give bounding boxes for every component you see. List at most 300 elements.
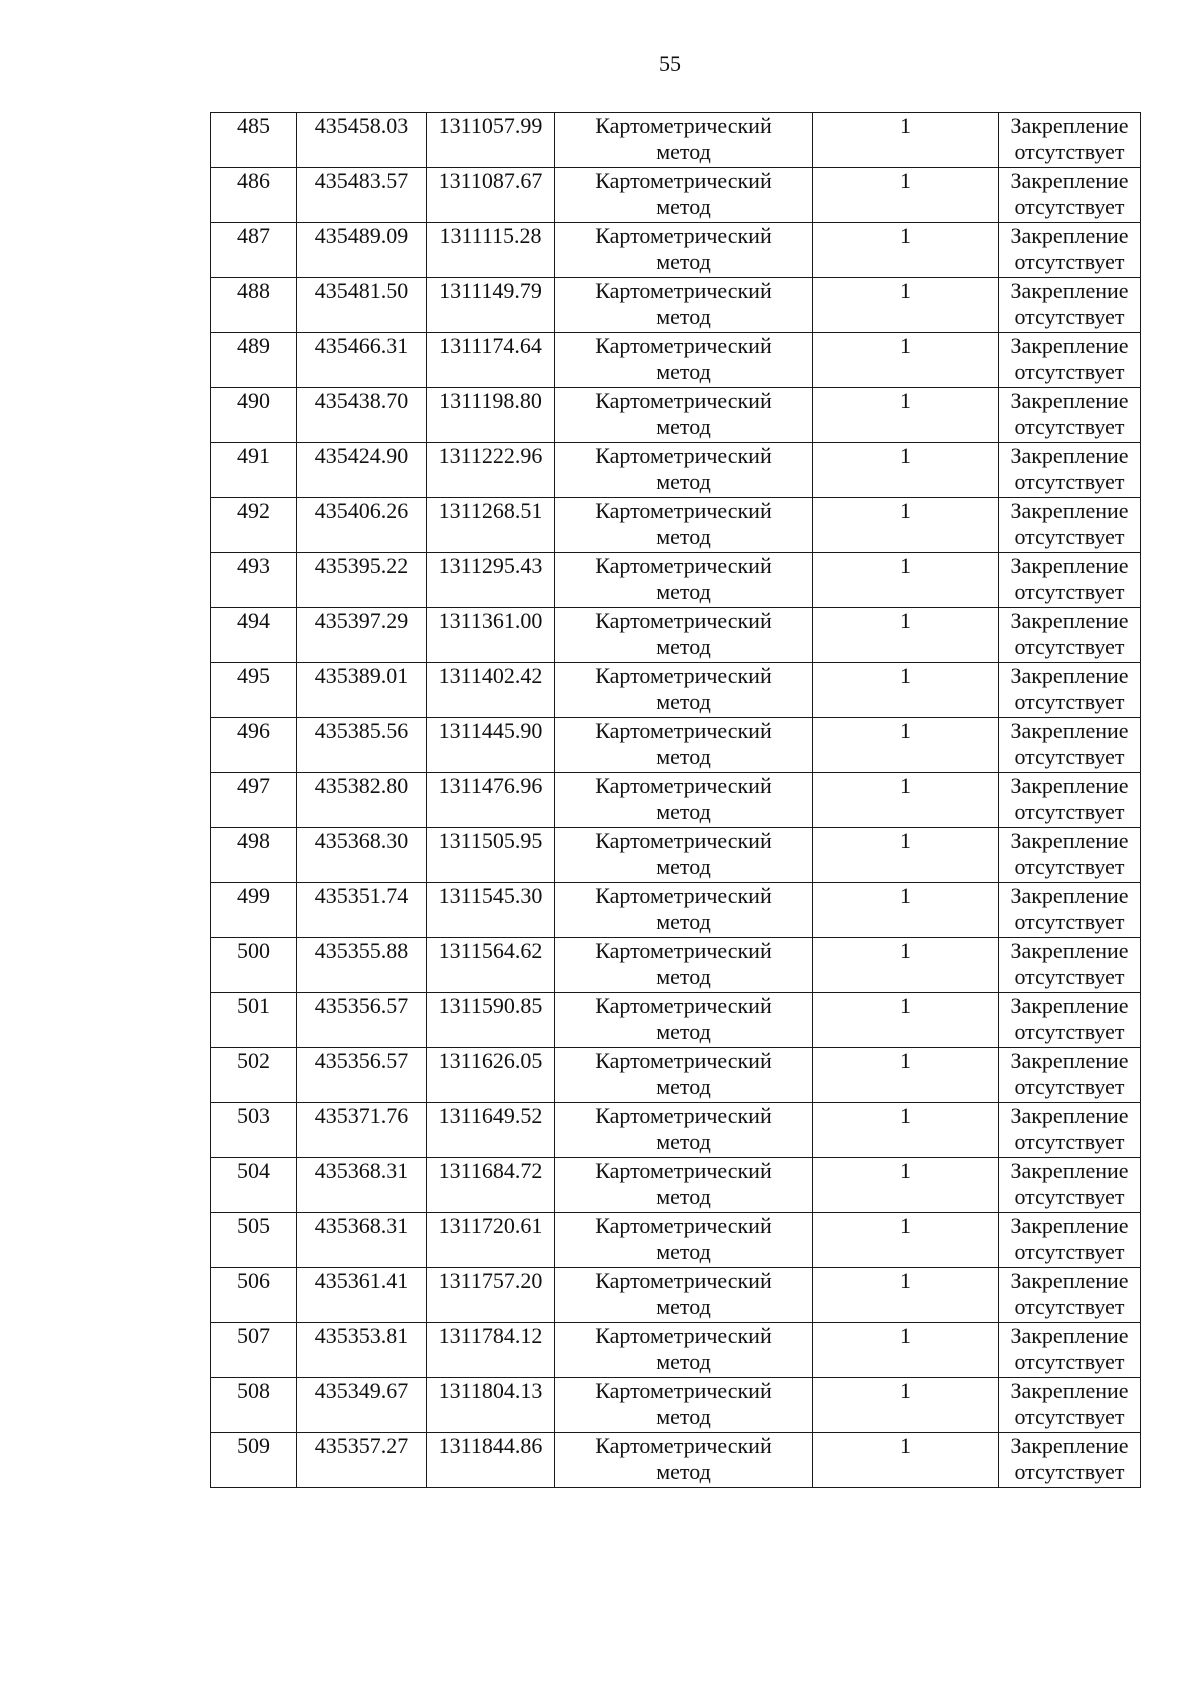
method-line-1: Картометрический <box>595 1323 772 1348</box>
method-line-2: метод <box>656 1294 711 1319</box>
y-coordinate-cell <box>427 223 555 278</box>
x-coordinate-cell <box>297 718 427 773</box>
fixing-line-2: отсутствует <box>1014 1349 1125 1374</box>
accuracy-cell <box>813 1213 999 1268</box>
method-line-1: Картометрический <box>595 223 772 248</box>
point-number: 506 <box>237 1268 270 1293</box>
point-number-cell <box>211 1158 297 1213</box>
y-coordinate: 1311804.13 <box>438 1378 543 1403</box>
fixing-line-1: Закрепление <box>1010 773 1129 798</box>
accuracy-value: 1 <box>900 1268 911 1293</box>
x-coordinate-cell <box>297 608 427 663</box>
point-number-cell <box>211 993 297 1048</box>
table-row <box>211 828 1141 883</box>
coordinates-table <box>210 112 1141 1488</box>
table-row <box>211 1048 1141 1103</box>
method-cell <box>555 1323 813 1378</box>
point-number-cell <box>211 498 297 553</box>
page-number: 55 <box>659 51 681 76</box>
fixing-line-1: Закрепление <box>1010 608 1129 633</box>
point-number-cell <box>211 223 297 278</box>
method-line-1: Картометрический <box>595 333 772 358</box>
accuracy-value: 1 <box>900 113 911 138</box>
method-line-1: Картометрический <box>595 113 772 138</box>
y-coordinate: 1311626.05 <box>438 1048 543 1073</box>
fixing-line-2: отсутствует <box>1014 1459 1125 1484</box>
point-number-cell <box>211 1378 297 1433</box>
y-coordinate: 1311784.12 <box>438 1323 543 1348</box>
method-cell <box>555 278 813 333</box>
method-line-2: метод <box>656 854 711 879</box>
point-number-cell <box>211 828 297 883</box>
point-number: 498 <box>237 828 270 853</box>
x-coordinate: 435406.26 <box>314 498 409 523</box>
method-cell <box>555 113 813 168</box>
y-coordinate: 1311268.51 <box>438 498 543 523</box>
accuracy-value: 1 <box>900 1378 911 1403</box>
y-coordinate-cell <box>427 168 555 223</box>
method-line-1: Картометрический <box>595 278 772 303</box>
table-row <box>211 883 1141 938</box>
point-number-cell <box>211 883 297 938</box>
fixing-cell <box>999 553 1141 608</box>
x-coordinate-cell <box>297 773 427 828</box>
x-coordinate: 435357.27 <box>314 1433 409 1458</box>
fixing-cell <box>999 443 1141 498</box>
accuracy-cell <box>813 168 999 223</box>
x-coordinate: 435385.56 <box>314 718 409 743</box>
method-line-1: Картометрический <box>595 1158 772 1183</box>
accuracy-cell <box>813 1048 999 1103</box>
x-coordinate: 435349.67 <box>314 1378 409 1403</box>
method-line-1: Картометрический <box>595 883 772 908</box>
point-number: 495 <box>237 663 270 688</box>
accuracy-value: 1 <box>900 333 911 358</box>
x-coordinate-cell <box>297 168 427 223</box>
method-line-1: Картометрический <box>595 938 772 963</box>
method-line-2: метод <box>656 359 711 384</box>
y-coordinate-cell <box>427 113 555 168</box>
method-line-1: Картометрический <box>595 1378 772 1403</box>
method-line-1: Картометрический <box>595 388 772 413</box>
y-coordinate: 1311295.43 <box>438 553 543 578</box>
point-number-cell <box>211 333 297 388</box>
fixing-line-2: отсутствует <box>1014 744 1125 769</box>
point-number: 496 <box>237 718 270 743</box>
fixing-line-2: отсутствует <box>1014 909 1125 934</box>
accuracy-cell <box>813 663 999 718</box>
accuracy-value: 1 <box>900 718 911 743</box>
method-line-1: Картометрический <box>595 1103 772 1128</box>
point-number-cell <box>211 278 297 333</box>
point-number-cell <box>211 113 297 168</box>
point-number: 489 <box>237 333 270 358</box>
y-coordinate-cell <box>427 1433 555 1488</box>
table-row <box>211 278 1141 333</box>
method-cell <box>555 1103 813 1158</box>
method-cell <box>555 938 813 993</box>
x-coordinate: 435397.29 <box>314 608 409 633</box>
accuracy-cell <box>813 773 999 828</box>
accuracy-value: 1 <box>900 498 911 523</box>
accuracy-cell <box>813 718 999 773</box>
y-coordinate-cell <box>427 1213 555 1268</box>
accuracy-value: 1 <box>900 278 911 303</box>
fixing-line-1: Закрепление <box>1010 828 1129 853</box>
x-coordinate-cell <box>297 1378 427 1433</box>
y-coordinate-cell <box>427 333 555 388</box>
y-coordinate: 1311402.42 <box>438 663 543 688</box>
fixing-line-1: Закрепление <box>1010 718 1129 743</box>
method-cell <box>555 883 813 938</box>
method-line-2: метод <box>656 1459 711 1484</box>
fixing-line-2: отсутствует <box>1014 799 1125 824</box>
fixing-line-2: отсутствует <box>1014 304 1125 329</box>
point-number-cell <box>211 663 297 718</box>
accuracy-value: 1 <box>900 773 911 798</box>
accuracy-cell <box>813 278 999 333</box>
method-line-1: Картометрический <box>595 663 772 688</box>
y-coordinate-cell <box>427 278 555 333</box>
method-line-1: Картометрический <box>595 718 772 743</box>
y-coordinate: 1311649.52 <box>438 1103 543 1128</box>
method-cell <box>555 663 813 718</box>
accuracy-value: 1 <box>900 1433 911 1458</box>
method-line-2: метод <box>656 744 711 769</box>
fixing-line-1: Закрепление <box>1010 883 1129 908</box>
method-cell <box>555 1158 813 1213</box>
point-number-cell <box>211 553 297 608</box>
accuracy-cell <box>813 223 999 278</box>
method-cell <box>555 1433 813 1488</box>
table-row <box>211 663 1141 718</box>
accuracy-cell <box>813 608 999 663</box>
accuracy-value: 1 <box>900 223 911 248</box>
fixing-line-2: отсутствует <box>1014 194 1125 219</box>
x-coordinate-cell <box>297 443 427 498</box>
y-coordinate: 1311476.96 <box>438 773 543 798</box>
y-coordinate: 1311115.28 <box>439 223 542 248</box>
fixing-line-1: Закрепление <box>1010 388 1129 413</box>
fixing-line-1: Закрепление <box>1010 443 1129 468</box>
y-coordinate: 1311545.30 <box>438 883 543 908</box>
x-coordinate: 435389.01 <box>314 663 409 688</box>
y-coordinate-cell <box>427 1323 555 1378</box>
fixing-cell <box>999 1213 1141 1268</box>
point-number: 488 <box>237 278 270 303</box>
method-line-1: Картометрический <box>595 608 772 633</box>
x-coordinate-cell <box>297 1158 427 1213</box>
method-line-2: метод <box>656 1184 711 1209</box>
accuracy-cell <box>813 498 999 553</box>
fixing-line-2: отсутствует <box>1014 579 1125 604</box>
point-number-cell <box>211 938 297 993</box>
x-coordinate: 435368.30 <box>314 828 409 853</box>
x-coordinate-cell <box>297 1103 427 1158</box>
fixing-cell <box>999 333 1141 388</box>
fixing-line-1: Закрепление <box>1010 1268 1129 1293</box>
x-coordinate: 435356.57 <box>314 1048 409 1073</box>
point-number: 503 <box>237 1103 270 1128</box>
x-coordinate-cell <box>297 663 427 718</box>
y-coordinate-cell <box>427 828 555 883</box>
point-number: 494 <box>237 608 270 633</box>
fixing-line-2: отсутствует <box>1014 1129 1125 1154</box>
fixing-cell <box>999 1158 1141 1213</box>
method-line-1: Картометрический <box>595 498 772 523</box>
x-coordinate: 435489.09 <box>314 223 409 248</box>
fixing-line-2: отсутствует <box>1014 139 1125 164</box>
method-line-2: метод <box>656 1129 711 1154</box>
x-coordinate-cell <box>297 278 427 333</box>
table-row <box>211 223 1141 278</box>
fixing-cell <box>999 278 1141 333</box>
fixing-line-1: Закрепление <box>1010 1213 1129 1238</box>
method-line-2: метод <box>656 799 711 824</box>
accuracy-cell <box>813 1158 999 1213</box>
method-cell <box>555 168 813 223</box>
fixing-cell <box>999 223 1141 278</box>
x-coordinate-cell <box>297 1048 427 1103</box>
point-number: 491 <box>237 443 270 468</box>
accuracy-value: 1 <box>900 993 911 1018</box>
method-line-1: Картометрический <box>595 1213 772 1238</box>
fixing-line-1: Закрепление <box>1010 1158 1129 1183</box>
accuracy-cell <box>813 1323 999 1378</box>
fixing-line-1: Закрепление <box>1010 553 1129 578</box>
method-cell <box>555 1268 813 1323</box>
accuracy-value: 1 <box>900 168 911 193</box>
table-row <box>211 608 1141 663</box>
accuracy-value: 1 <box>900 608 911 633</box>
point-number: 507 <box>237 1323 270 1348</box>
table-row <box>211 1103 1141 1158</box>
fixing-cell <box>999 498 1141 553</box>
table-row <box>211 938 1141 993</box>
y-coordinate-cell <box>427 993 555 1048</box>
y-coordinate-cell <box>427 938 555 993</box>
x-coordinate-cell <box>297 1323 427 1378</box>
fixing-cell <box>999 828 1141 883</box>
accuracy-value: 1 <box>900 883 911 908</box>
method-line-2: метод <box>656 249 711 274</box>
table-row <box>211 498 1141 553</box>
point-number: 490 <box>237 388 270 413</box>
fixing-cell <box>999 1433 1141 1488</box>
fixing-line-2: отсутствует <box>1014 469 1125 494</box>
accuracy-value: 1 <box>900 1158 911 1183</box>
method-cell <box>555 553 813 608</box>
fixing-line-1: Закрепление <box>1010 333 1129 358</box>
y-coordinate-cell <box>427 1103 555 1158</box>
fixing-line-2: отсутствует <box>1014 524 1125 549</box>
point-number: 497 <box>237 773 270 798</box>
x-coordinate-cell <box>297 938 427 993</box>
method-line-2: метод <box>656 304 711 329</box>
accuracy-cell <box>813 1433 999 1488</box>
accuracy-cell <box>813 553 999 608</box>
x-coordinate: 435368.31 <box>314 1213 409 1238</box>
table-row <box>211 113 1141 168</box>
point-number-cell <box>211 1048 297 1103</box>
y-coordinate-cell <box>427 553 555 608</box>
x-coordinate-cell <box>297 828 427 883</box>
y-coordinate-cell <box>427 773 555 828</box>
fixing-line-2: отсутствует <box>1014 1239 1125 1264</box>
y-coordinate: 1311684.72 <box>438 1158 543 1183</box>
accuracy-cell <box>813 388 999 443</box>
x-coordinate-cell <box>297 883 427 938</box>
table-row <box>211 1158 1141 1213</box>
y-coordinate: 1311149.79 <box>439 278 542 303</box>
fixing-line-1: Закрепление <box>1010 223 1129 248</box>
accuracy-value: 1 <box>900 1323 911 1348</box>
method-line-2: метод <box>656 1074 711 1099</box>
table-row <box>211 773 1141 828</box>
accuracy-value: 1 <box>900 828 911 853</box>
accuracy-cell <box>813 828 999 883</box>
point-number-cell <box>211 1103 297 1158</box>
fixing-line-2: отсутствует <box>1014 1294 1125 1319</box>
method-line-2: метод <box>656 689 711 714</box>
y-coordinate-cell <box>427 608 555 663</box>
point-number-cell <box>211 388 297 443</box>
method-cell <box>555 1378 813 1433</box>
table-row <box>211 1268 1141 1323</box>
method-line-2: метод <box>656 1239 711 1264</box>
fixing-line-1: Закрепление <box>1010 1048 1129 1073</box>
fixing-cell <box>999 993 1141 1048</box>
accuracy-value: 1 <box>900 1213 911 1238</box>
method-cell <box>555 1048 813 1103</box>
method-line-1: Картометрический <box>595 993 772 1018</box>
point-number: 509 <box>237 1433 270 1458</box>
method-line-2: метод <box>656 524 711 549</box>
table-row <box>211 1323 1141 1378</box>
point-number-cell <box>211 1213 297 1268</box>
y-coordinate: 1311222.96 <box>438 443 543 468</box>
table-row <box>211 1433 1141 1488</box>
point-number: 502 <box>237 1048 270 1073</box>
y-coordinate-cell <box>427 718 555 773</box>
x-coordinate-cell <box>297 1213 427 1268</box>
table-row <box>211 993 1141 1048</box>
fixing-line-1: Закрепление <box>1010 1433 1129 1458</box>
fixing-line-1: Закрепление <box>1010 168 1129 193</box>
fixing-line-2: отсутствует <box>1014 1404 1125 1429</box>
fixing-line-1: Закрепление <box>1010 1323 1129 1348</box>
fixing-cell <box>999 938 1141 993</box>
accuracy-value: 1 <box>900 1103 911 1128</box>
accuracy-cell <box>813 883 999 938</box>
fixing-line-1: Закрепление <box>1010 498 1129 523</box>
point-number: 508 <box>237 1378 270 1403</box>
accuracy-value: 1 <box>900 443 911 468</box>
fixing-line-2: отсутствует <box>1014 1074 1125 1099</box>
x-coordinate: 435438.70 <box>314 388 409 413</box>
x-coordinate: 435371.76 <box>314 1103 409 1128</box>
fixing-line-1: Закрепление <box>1010 1103 1129 1128</box>
method-line-1: Картометрический <box>595 1048 772 1073</box>
fixing-cell <box>999 1268 1141 1323</box>
point-number: 499 <box>237 883 270 908</box>
method-line-1: Картометрический <box>595 828 772 853</box>
y-coordinate-cell <box>427 883 555 938</box>
accuracy-cell <box>813 1268 999 1323</box>
fixing-line-1: Закрепление <box>1010 993 1129 1018</box>
table-body <box>211 113 1141 1488</box>
method-cell <box>555 1213 813 1268</box>
y-coordinate-cell <box>427 1158 555 1213</box>
fixing-cell <box>999 1378 1141 1433</box>
y-coordinate: 1311720.61 <box>438 1213 543 1238</box>
accuracy-value: 1 <box>900 553 911 578</box>
fixing-line-2: отсутствует <box>1014 964 1125 989</box>
method-line-1: Картометрический <box>595 1433 772 1458</box>
x-coordinate: 435382.80 <box>314 773 409 798</box>
point-number: 504 <box>237 1158 270 1183</box>
y-coordinate: 1311844.86 <box>438 1433 543 1458</box>
method-cell <box>555 608 813 663</box>
x-coordinate-cell <box>297 993 427 1048</box>
fixing-line-2: отсутствует <box>1014 1019 1125 1044</box>
fixing-cell <box>999 663 1141 718</box>
x-coordinate-cell <box>297 1268 427 1323</box>
y-coordinate: 1311590.85 <box>438 993 543 1018</box>
point-number: 493 <box>237 553 270 578</box>
method-cell <box>555 718 813 773</box>
fixing-line-2: отсутствует <box>1014 249 1125 274</box>
x-coordinate: 435368.31 <box>314 1158 409 1183</box>
accuracy-cell <box>813 993 999 1048</box>
x-coordinate-cell <box>297 333 427 388</box>
accuracy-value: 1 <box>900 938 911 963</box>
method-line-2: метод <box>656 634 711 659</box>
fixing-line-1: Закрепление <box>1010 938 1129 963</box>
method-line-1: Картометрический <box>595 443 772 468</box>
point-number: 505 <box>237 1213 270 1238</box>
fixing-cell <box>999 1048 1141 1103</box>
point-number: 500 <box>237 938 270 963</box>
method-line-2: метод <box>656 909 711 934</box>
accuracy-value: 1 <box>900 388 911 413</box>
method-line-2: метод <box>656 1019 711 1044</box>
point-number-cell <box>211 608 297 663</box>
fixing-cell <box>999 883 1141 938</box>
x-coordinate: 435355.88 <box>314 938 409 963</box>
accuracy-cell <box>813 333 999 388</box>
x-coordinate-cell <box>297 553 427 608</box>
x-coordinate-cell <box>297 498 427 553</box>
point-number-cell <box>211 443 297 498</box>
method-line-2: метод <box>656 469 711 494</box>
fixing-line-2: отсутствует <box>1014 689 1125 714</box>
method-cell <box>555 223 813 278</box>
fixing-line-1: Закрепление <box>1010 278 1129 303</box>
table-row <box>211 168 1141 223</box>
fixing-cell <box>999 1103 1141 1158</box>
y-coordinate: 1311174.64 <box>439 333 542 358</box>
fixing-line-2: отсутствует <box>1014 1184 1125 1209</box>
fixing-cell <box>999 608 1141 663</box>
fixing-cell <box>999 773 1141 828</box>
fixing-line-2: отсутствует <box>1014 634 1125 659</box>
point-number-cell <box>211 718 297 773</box>
point-number: 486 <box>237 168 270 193</box>
x-coordinate-cell <box>297 388 427 443</box>
x-coordinate: 435481.50 <box>314 278 409 303</box>
fixing-cell <box>999 388 1141 443</box>
